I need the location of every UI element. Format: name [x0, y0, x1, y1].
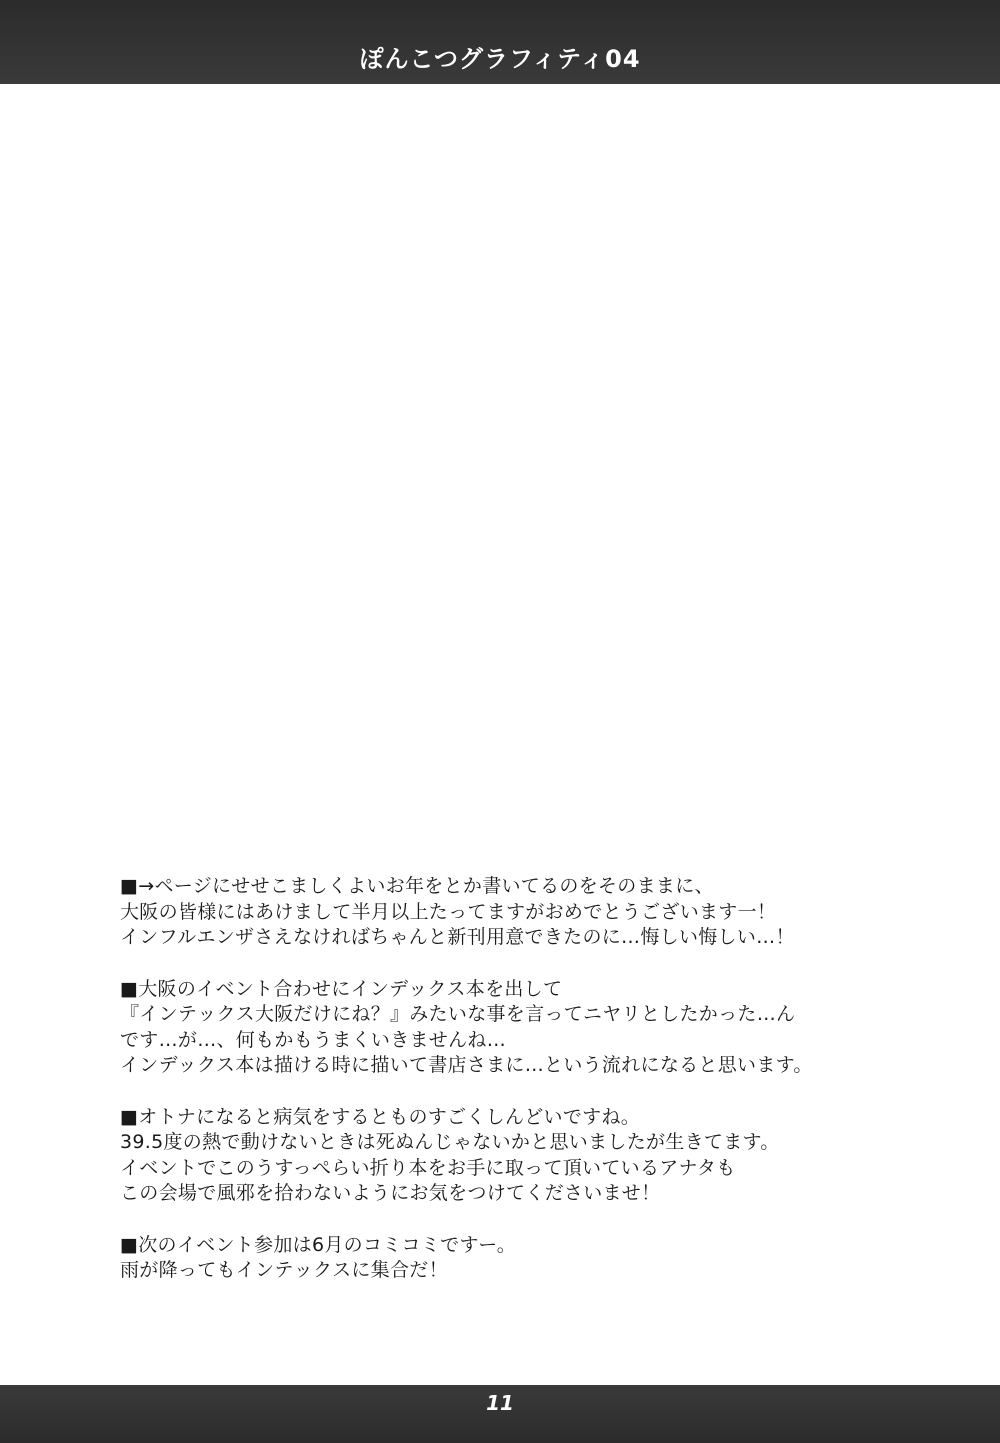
header-bar — [0, 0, 1000, 84]
text-line: 『インテックス大阪だけにね？』みたいな事を言ってニヤリとしたかった…ん — [120, 1003, 796, 1025]
text-line: 雨が降ってもインテックスに集合だ！ — [120, 1259, 448, 1281]
text-line: インフルエンザさえなければちゃんと新刊用意できたのに…悔しい悔しい…！ — [120, 926, 795, 948]
paragraph — [120, 1105, 940, 1207]
page-title: ぽんこつグラフィティ04 — [359, 45, 641, 73]
text-line: この会場で風邪を拾わないようにお気をつけてくださいませ！ — [120, 1182, 661, 1204]
page-number: 11 — [486, 1391, 514, 1415]
text-line: ■次のイベント参加は6月のコミコミですー。 — [120, 1233, 517, 1256]
text-line: 39.5度の熱で動けないときは死ぬんじゃないかと思いましたが生きてます。 — [120, 1131, 780, 1153]
paragraph — [120, 1233, 940, 1284]
footer-bar — [0, 1385, 1000, 1443]
text-line: インデックス本は描ける時に描いて書店さまに…という流れになると思います。 — [120, 1054, 813, 1076]
text-line: 大阪の皆様にはあけまして半月以上たってますがおめでとうございます一！ — [120, 900, 777, 923]
text-line: ■→ページにせせこましくよいお年をとか書いてるのをそのままに、 — [120, 875, 714, 897]
text-line: です…が…、何もかもうまくいきませんね… — [120, 1028, 507, 1051]
paragraph — [120, 977, 940, 1079]
text-line: イベントでこのうすっぺらい折り本をお手に取って頂いているアナタも — [120, 1156, 736, 1179]
text-line: ■オトナになると病気をするとものすごくしんどいですね。 — [120, 1105, 641, 1128]
body-text — [120, 874, 940, 1310]
text-line: ■大阪のイベント合わせにインデックス本を出して — [120, 977, 563, 1000]
paragraph — [120, 874, 940, 951]
